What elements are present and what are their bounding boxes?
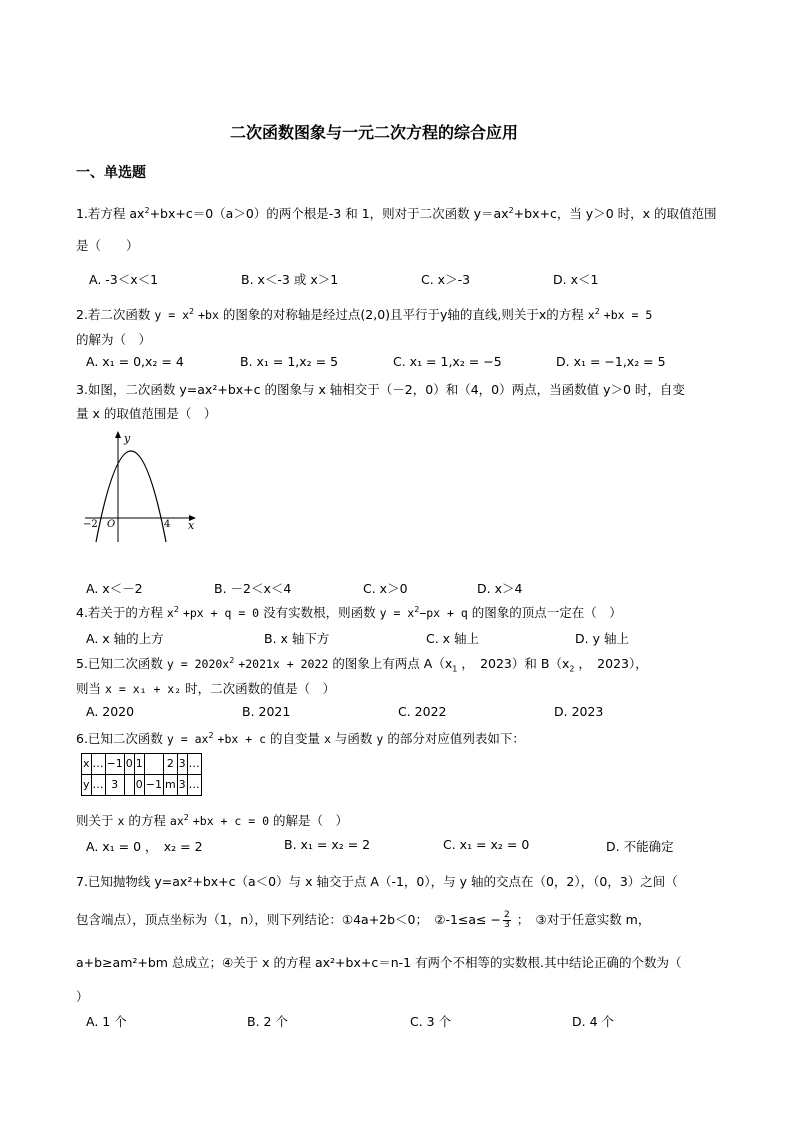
question-6-line3: 则关于 x 的方程 $ax^2 +bx + c = 0$ 的解是（ ） bbox=[76, 812, 349, 828]
y-axis-arrow-icon bbox=[115, 431, 121, 438]
table-cell: 3 bbox=[177, 775, 187, 796]
question-6: 6.已知二次函数 $y = ax^2 +bx + c$ 的自变量 x 与函数 y 的部分对应值列表如下： bbox=[76, 730, 525, 746]
q2-option-b[interactable]: B. x₁ = 1,x₂ = 5 bbox=[240, 354, 339, 369]
q3-option-a[interactable]: A. x＜－2 bbox=[86, 581, 143, 596]
q6-option-a[interactable]: A. x₁ = 0 ， x₂ = 2 bbox=[86, 839, 203, 854]
q4-option-c[interactable]: C. x 轴上 bbox=[426, 631, 480, 646]
q3-option-c[interactable]: C. x＞0 bbox=[363, 581, 408, 596]
q7-option-c[interactable]: C. 3 个 bbox=[410, 1014, 452, 1029]
table-cell: −1 bbox=[105, 754, 124, 775]
right-root-label: 4 bbox=[164, 519, 171, 530]
table-cell: 3 bbox=[105, 775, 124, 796]
question-7: 7.已知抛物线 y=ax²+bx+c（a＜0）与 x 轴交于点 A（-1，0），与 y 轴的交点在（0，2），（0，3）之间（ bbox=[76, 874, 678, 889]
table-cell: … bbox=[187, 775, 201, 796]
question-5-line2: 则当 x = x₁ + x₂ 时，二次函数的值是（ ） bbox=[76, 681, 336, 696]
q6-option-b[interactable]: B. x₁ = x₂ = 2 bbox=[284, 837, 371, 852]
q2-option-c[interactable]: C. x₁ = 1,x₂ = −5 bbox=[393, 354, 502, 369]
q7-option-b[interactable]: B. 2 个 bbox=[247, 1014, 288, 1029]
question-2-line2: 的解为（ ） bbox=[76, 332, 152, 347]
question-7-line4: ） bbox=[76, 989, 89, 1004]
question-1-line2: 是（ ） bbox=[76, 238, 139, 253]
left-root-label: −2 bbox=[83, 519, 98, 530]
q5-option-b[interactable]: B. 2021 bbox=[242, 704, 291, 719]
section-heading: 一、单选题 bbox=[76, 165, 146, 181]
y-axis-label: y bbox=[124, 432, 131, 445]
table-cell: −1 bbox=[144, 775, 163, 796]
question-1: 1.若方程 $ax^2+bx+c=0(a>0)$的两个根是-3 和 1，则对于二次函数 $y=ax^2+bx+c$，当 y＞0 时，x 的取值范围 bbox=[76, 205, 717, 221]
table-cell: 3 bbox=[177, 754, 187, 775]
q5-option-c[interactable]: C. 2022 bbox=[398, 704, 447, 719]
q6-option-c[interactable]: C. x₁ = x₂ = 0 bbox=[443, 837, 530, 852]
q7-option-d[interactable]: D. 4 个 bbox=[572, 1014, 614, 1029]
question-2: 2.若二次函数 $y = x^2 +bx$ 的图象的对称轴是经过点(2,0)且平行于y轴的直线,则关于x的方程 $x^2 +bx = 5$ bbox=[76, 306, 653, 322]
q1-option-a[interactable]: A. -3＜x＜1 bbox=[89, 272, 159, 287]
table-cell: 2 bbox=[163, 754, 177, 775]
table-cell: … bbox=[91, 754, 105, 775]
table-row bbox=[82, 754, 202, 775]
table-cell: 1 bbox=[134, 754, 144, 775]
table-cell: … bbox=[91, 775, 105, 796]
question-7-line3: a+b≥am²+bm 总成立；④关于 x 的方程 ax²+bx+c＝n-1 有两个不相等的实数根.其中结论正确的个数为（ bbox=[76, 955, 682, 970]
table-cell: … bbox=[187, 754, 201, 775]
table-cell bbox=[124, 775, 134, 796]
origin-label: O bbox=[107, 519, 116, 530]
fraction: $\frac{2}{3}$ bbox=[504, 910, 510, 930]
page-title: 二次函数图象与一元二次方程的综合应用 bbox=[230, 123, 519, 142]
question-5: 5.已知二次函数 $y = 2020x^2 +2021x + 2022$ 的图象上有两点 $A(x_1$ ， 2023）和 $B(x_2$ ， 2023）， bbox=[76, 655, 648, 674]
q2-option-d[interactable]: D. x₁ = −1,x₂ = 5 bbox=[556, 354, 666, 369]
q1-option-c[interactable]: C. x＞-3 bbox=[421, 272, 471, 287]
table-cell bbox=[144, 754, 163, 775]
question-3: 3.如图，二次函数 y=ax²+bx+c 的图象与 x 轴相交于（－2，0）和（4，0）两点，当函数值 y＞0 时，自变 bbox=[76, 382, 685, 397]
q4-option-d[interactable]: D. y 轴上 bbox=[575, 631, 629, 646]
q4-option-a[interactable]: A. x 轴的上方 bbox=[86, 631, 164, 646]
table-cell: m bbox=[163, 775, 177, 796]
value-table bbox=[81, 753, 202, 796]
q7-option-a[interactable]: A. 1 个 bbox=[86, 1014, 127, 1029]
q5-option-d[interactable]: D. 2023 bbox=[554, 704, 604, 719]
q1-option-d[interactable]: D. x＜1 bbox=[553, 272, 599, 287]
q6-option-d[interactable]: D. 不能确定 bbox=[606, 839, 674, 854]
question-7-line2: 包含端点），顶点坐标为（1，n），则下列结论：①4a+2b＜0； ②-1≤a≤ − $\frac{2}{3}$ ； ③对于任意实数 m， bbox=[76, 910, 651, 930]
table-cell: x bbox=[82, 754, 92, 775]
q3-option-b[interactable]: B. －2＜x＜4 bbox=[214, 581, 292, 596]
question-4: 4.若关于的方程 $x^2 +px + q = 0$ 没有实数根，则函数 $y = x^2-px + q$ 的图象的顶点一定在（ ） bbox=[76, 604, 622, 620]
q2-option-a[interactable]: A. x₁ = 0,x₂ = 4 bbox=[86, 354, 184, 369]
q4-option-b[interactable]: B. x 轴下方 bbox=[264, 631, 330, 646]
table-cell: y bbox=[82, 775, 92, 796]
question-3-line2: 量 x 的取值范围是（ ） bbox=[76, 406, 217, 421]
table-row bbox=[82, 775, 202, 796]
q1-option-b[interactable]: B. x＜-3 或 x＞1 bbox=[241, 272, 339, 287]
table-cell: 0 bbox=[124, 754, 134, 775]
q3-option-d[interactable]: D. x＞4 bbox=[477, 581, 523, 596]
q5-option-a[interactable]: A. 2020 bbox=[86, 704, 135, 719]
parabola-graph bbox=[80, 428, 202, 548]
x-axis-label: x bbox=[188, 519, 195, 532]
table-cell: 0 bbox=[134, 775, 144, 796]
